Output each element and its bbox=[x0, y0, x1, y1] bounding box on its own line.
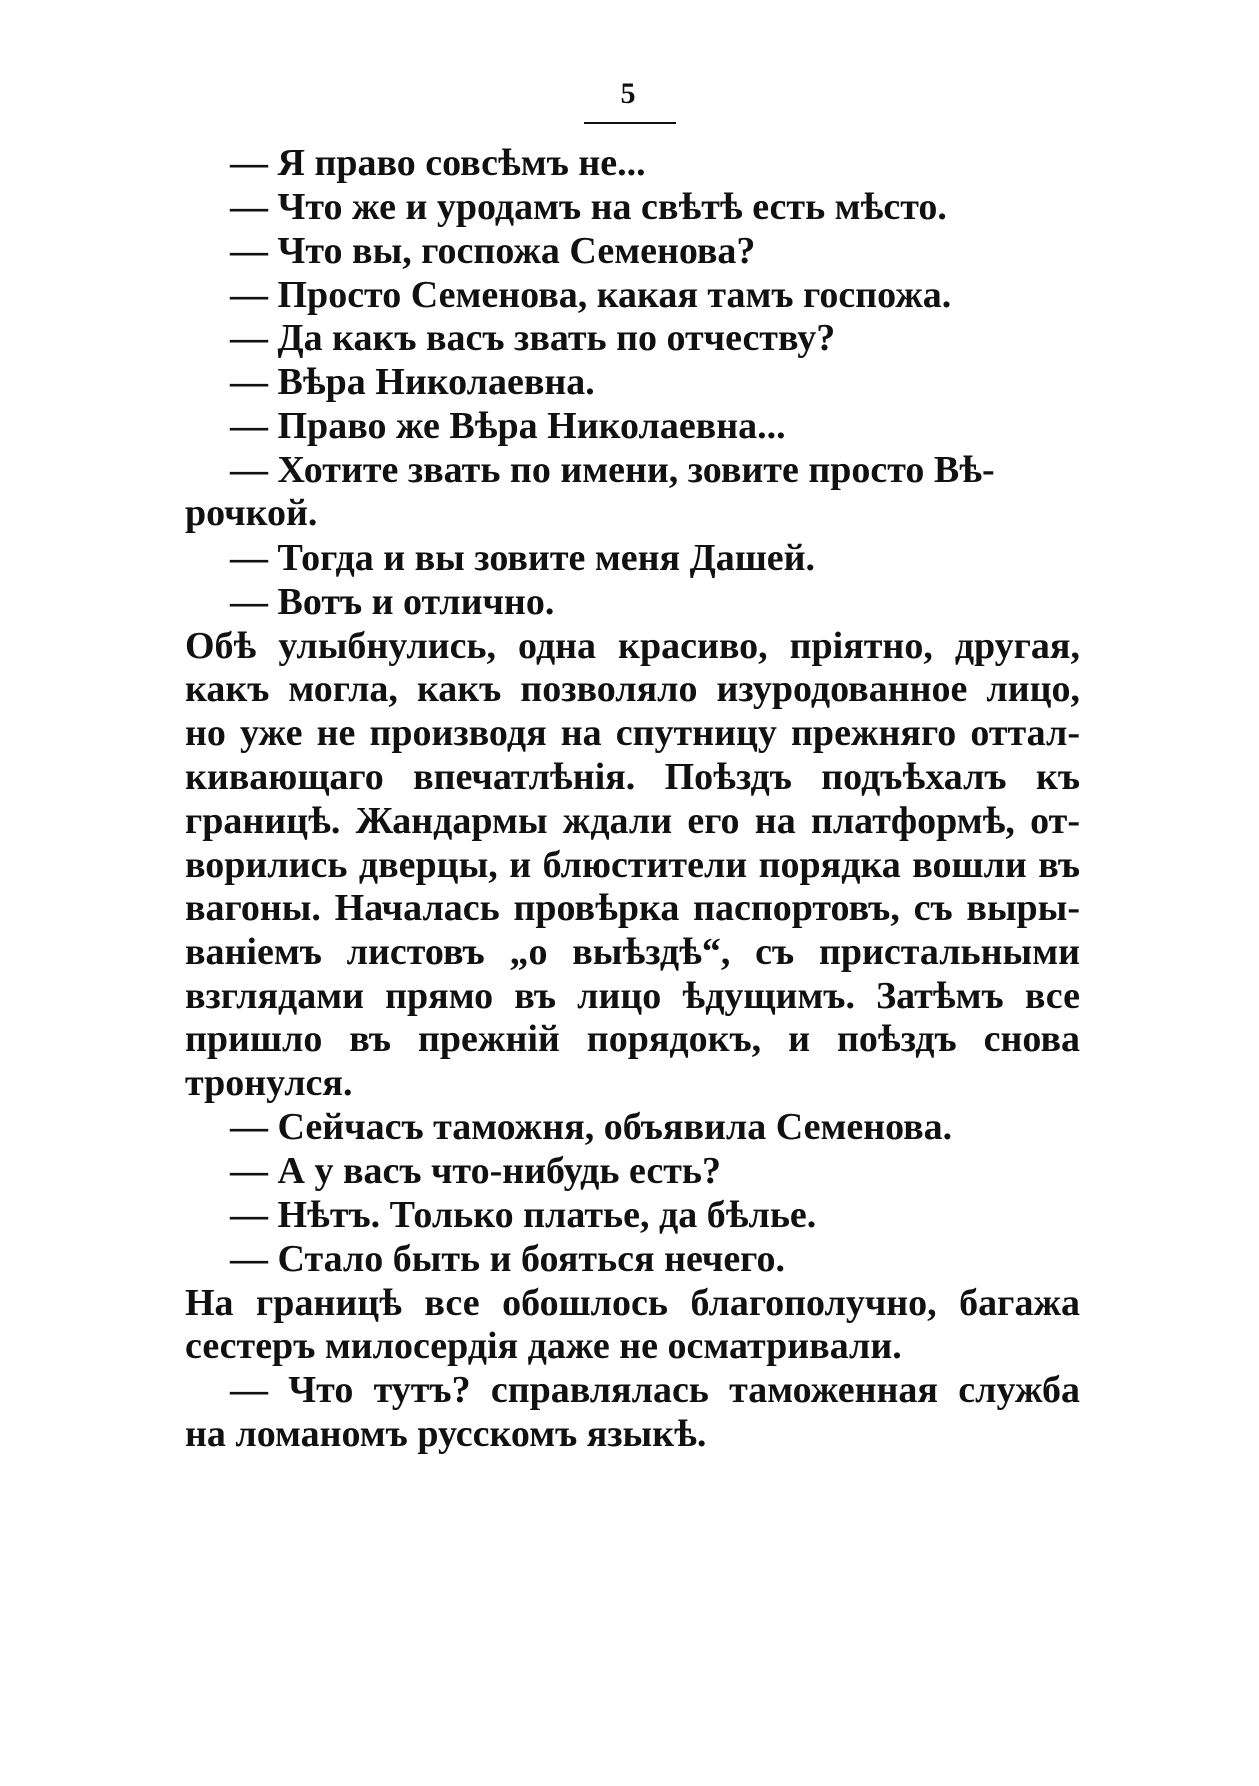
page-number-rule bbox=[584, 122, 676, 124]
text-line: — Хотите звать по имени, зовите просто Вѣ- bbox=[230, 449, 995, 491]
text-line: — Право же Вѣра Николаевна... bbox=[230, 405, 786, 447]
text-line: рочкой. bbox=[185, 492, 318, 534]
text-line: — А у васъ что-нибудь есть? bbox=[230, 1150, 721, 1192]
text-line: какъ могла, какъ позволяло изуродованное лицо, bbox=[185, 668, 1080, 710]
text-line: — Я право совсѣмъ не... bbox=[230, 142, 646, 184]
text-line: — Тогда и вы зовите меня Дашей. bbox=[230, 537, 816, 579]
text-line: На границѣ все обошлось благополучно, багажа bbox=[185, 1282, 1080, 1324]
text-line: — Да какъ васъ звать по отчеству? bbox=[230, 317, 836, 359]
text-line: Обѣ улыбнулись, одна красиво, пріятно, другая, bbox=[185, 625, 1080, 667]
text-line: — Стало быть и бояться нечего. bbox=[230, 1238, 785, 1280]
text-line: — Нѣтъ. Только платье, да бѣлье. bbox=[230, 1194, 817, 1236]
text-line: тронулся. bbox=[185, 1062, 353, 1104]
text-line: — Что тутъ? справлялась таможенная служба bbox=[230, 1369, 1080, 1411]
text-line: сестеръ милосердія даже не осматривали. bbox=[185, 1325, 902, 1367]
text-line: границѣ. Жандармы ждали его на платформѣ, от- bbox=[185, 800, 1080, 842]
text-line: но уже не производя на спутницу прежняго оттал- bbox=[185, 712, 1080, 754]
text-line: пришло въ прежній порядокъ, и поѣздъ снова bbox=[185, 1018, 1080, 1060]
text-line: — Что же и уродамъ на свѣтѣ есть мѣсто. bbox=[230, 186, 947, 228]
text-line: — Сейчасъ таможня, объявила Семенова. bbox=[230, 1106, 953, 1148]
text-line: кивающаго впечатлѣнія. Поѣздъ подъѣхалъ къ bbox=[185, 756, 1080, 798]
text-line: — Вотъ и отлично. bbox=[230, 581, 555, 623]
text-line: взглядами прямо въ лицо ѣдущимъ. Затѣмъ все bbox=[185, 975, 1080, 1017]
text-line: — Просто Семенова, какая тамъ госпожа. bbox=[230, 274, 952, 316]
text-line: ваніемъ листовъ „о выѣздѣ“, съ пристальными bbox=[185, 931, 1080, 973]
text-line: — Вѣра Николаевна. bbox=[230, 361, 595, 403]
text-line: вагоны. Началась провѣрка паспортовъ, съ выры- bbox=[185, 887, 1080, 929]
text-line: ворились дверцы, и блюстители порядка вошли въ bbox=[185, 844, 1080, 886]
text-line: — Что вы, госпожа Семенова? bbox=[230, 230, 756, 272]
page-number: 5 bbox=[620, 77, 636, 110]
text-line: на ломаномъ русскомъ языкѣ. bbox=[185, 1413, 707, 1455]
